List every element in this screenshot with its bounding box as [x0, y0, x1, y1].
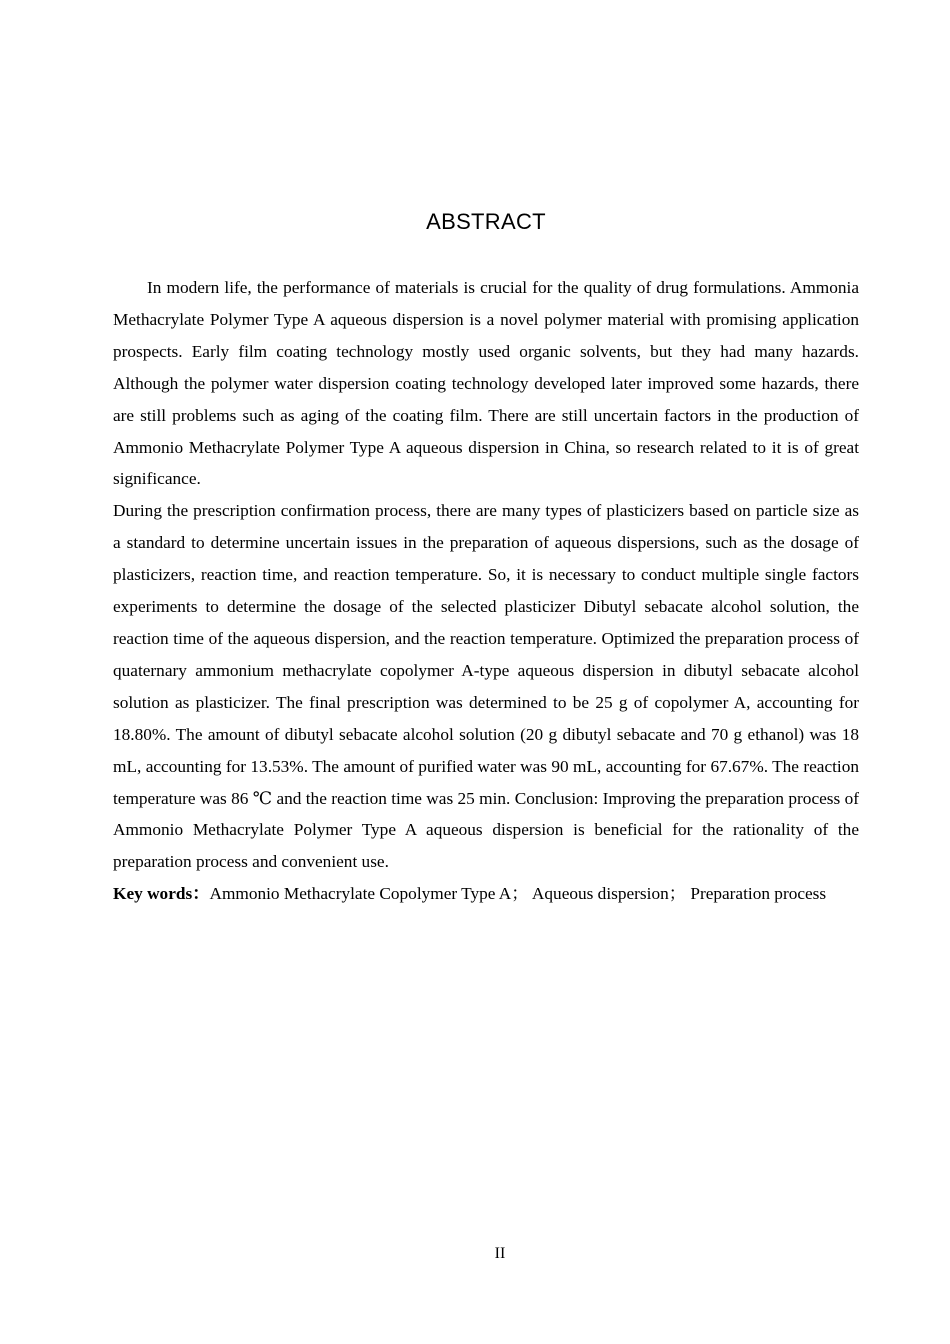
keywords-text: Ammonio Methacrylate Copolymer Type A； Aqueous dispersion； Preparation process — [209, 884, 827, 904]
abstract-paragraph-1: In modern life, the performance of materials is crucial for the quality of drug formulations. Ammonia Methacrylate Polymer Type A aqueous dispersion is a novel polymer material with promising application prospects. Early film coating technology mostly used organic solvents, but they had many hazards. Although the polymer water dispersion coating technology developed later improved some hazards, there are still problems such as aging of the coating film. There are still uncertain factors in the production of Ammonio Methacrylate Polymer Type A aqueous dispersion in China, so research related to it is of great significance. — [113, 278, 859, 489]
keywords-label: Key words： — [113, 884, 210, 904]
keywords-line — [113, 878, 859, 910]
page-number: II — [494, 1245, 506, 1262]
abstract-title: ABSTRACT — [426, 209, 546, 234]
abstract-body — [113, 272, 859, 910]
abstract-paragraph-2: During the prescription confirmation process, there are many types of plasticizers based on particle size as a standard to determine uncertain issues in the preparation of aqueous dispersions, such as the dosage of plasticizers, reaction time, and reaction temperature. So, it is necessary to conduct multiple single factors experiments to determine the dosage of the selected plasticizer Dibutyl sebacate alcohol solution, the reaction time of the aqueous dispersion, and the reaction temperature. Optimized the preparation process of quaternary ammonium methacrylate copolymer A-type aqueous dispersion in dibutyl sebacate alcohol solution as plasticizer. The final prescription was determined to be 25 g of copolymer A, accounting for 18.80%. The amount of dibutyl sebacate alcohol solution (20 g dibutyl sebacate and 70 g ethanol) was 18 mL, accounting for 13.53%. The amount of purified water was 90 mL, accounting for 67.67%. The reaction temperature was 86 ℃ and the reaction time was 25 min. Conclusion: Improving the preparation process of Ammonio Methacrylate Polymer Type A aqueous dispersion is beneficial for the rationality of the preparation process and convenient use. — [113, 501, 859, 872]
